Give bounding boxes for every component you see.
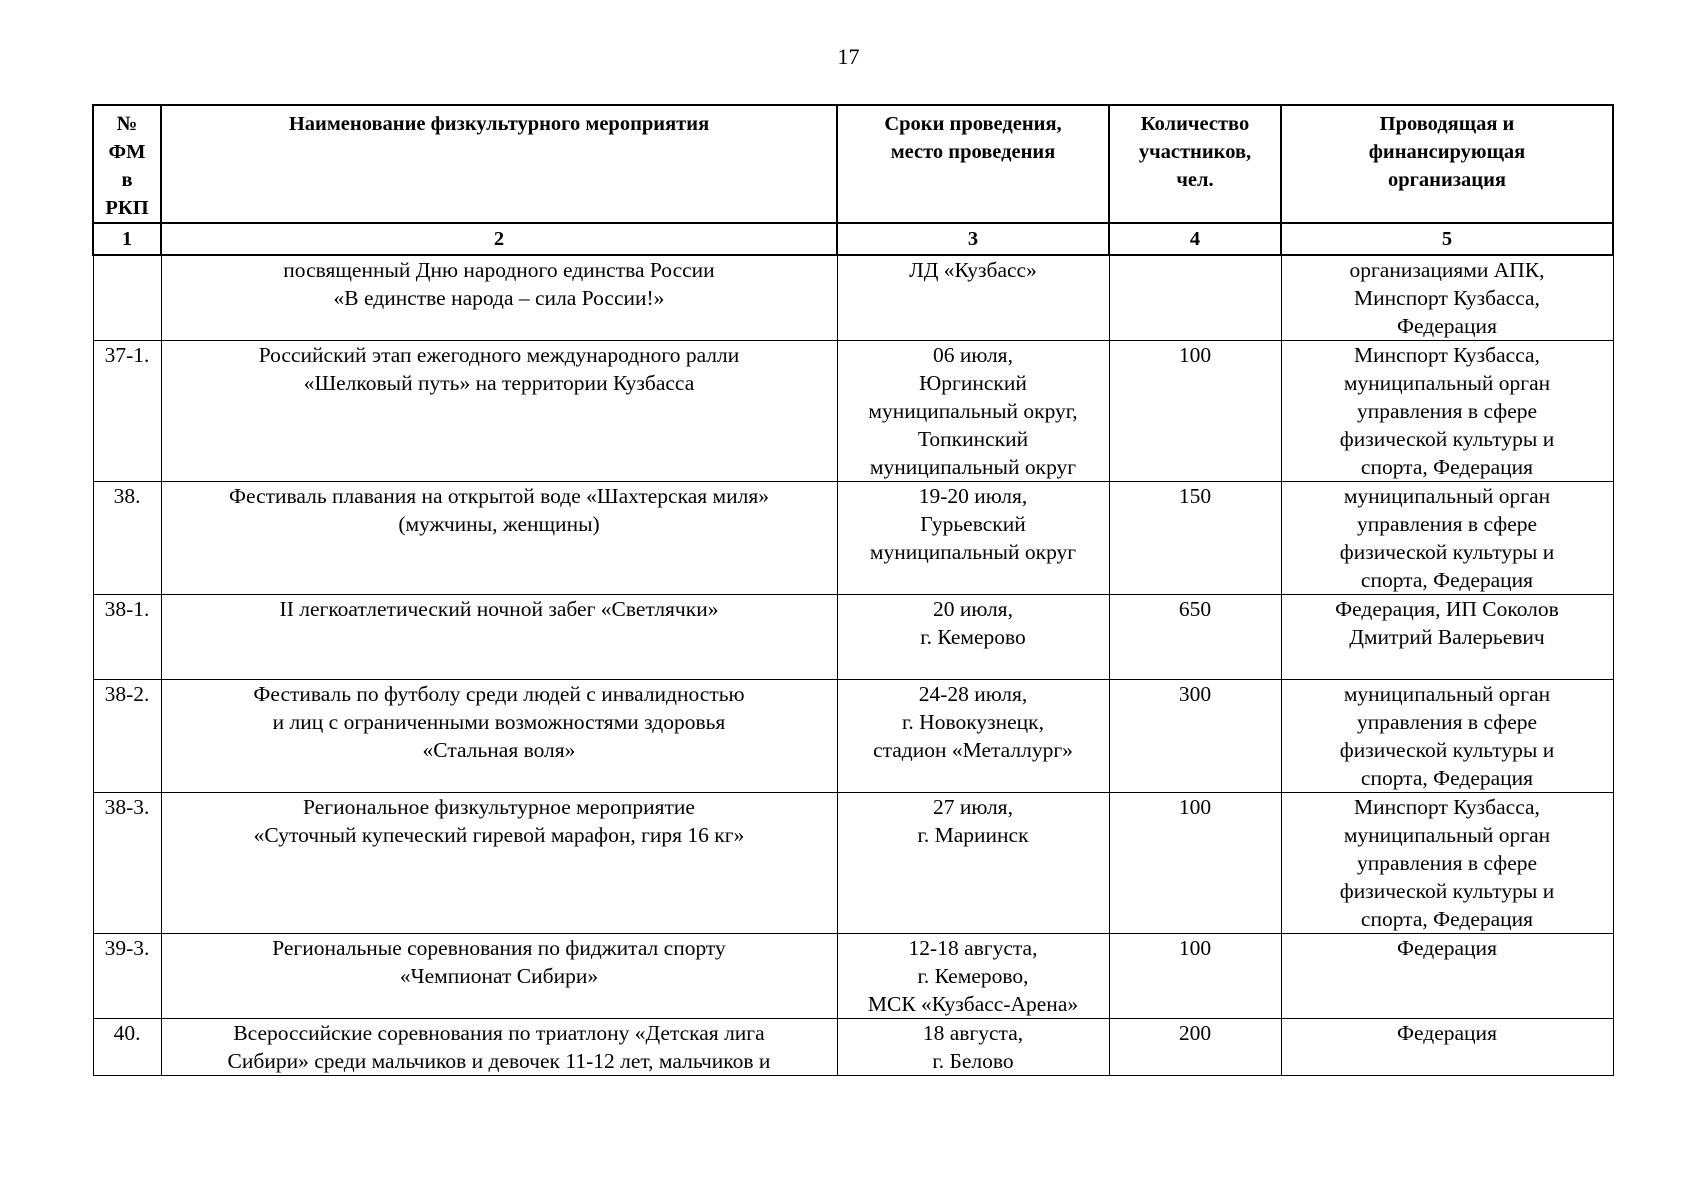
table-row [93,680,1613,793]
organization: муниципальный орган управления в сфере физической культуры и спорта, Федерация [1281,680,1613,793]
dates-place: 20 июля, г. Кемерово [837,595,1109,680]
event-name: Региональное физкультурное мероприятие «Суточный купеческий гиревой марафон, гиря 16 кг» [161,793,837,934]
table-row [93,793,1613,934]
organization: Минспорт Кузбасса, муниципальный орган управления в сфере физической культуры и спорта, Федерация [1281,793,1613,934]
participants-count: 100 [1109,934,1281,1019]
table-row [93,255,1613,341]
participants-count: 200 [1109,1019,1281,1076]
organization: Минспорт Кузбасса, муниципальный орган управления в сфере физической культуры и спорта, Федерация [1281,341,1613,482]
dates-place: 19-20 июля, Гурьевский муниципальный округ [837,482,1109,595]
dates-place: ЛД «Кузбасс» [837,255,1109,341]
organization: Федерация [1281,934,1613,1019]
participants-count: 100 [1109,793,1281,934]
header-row [93,105,1613,223]
dates-place: 18 августа, г. Белово [837,1019,1109,1076]
participants-count [1109,255,1281,341]
organization: организациями АПК, Минспорт Кузбасса, Федерация [1281,255,1613,341]
event-name: Региональные соревнования по фиджитал спорту «Чемпионат Сибири» [161,934,837,1019]
row-number: 38. [93,482,161,595]
row-number: 38-3. [93,793,161,934]
participants-count: 100 [1109,341,1281,482]
dates-place: 27 июля, г. Мариинск [837,793,1109,934]
row-number: 39-3. [93,934,161,1019]
events-table [92,104,1614,1076]
dates-place: 24-28 июля, г. Новокузнецк, стадион «Металлург» [837,680,1109,793]
event-name: посвященный Дню народного единства России «В единстве народа – сила России!» [161,255,837,341]
participants-count: 150 [1109,482,1281,595]
table-row [93,595,1613,680]
column-number: 2 [161,223,837,255]
row-number: 40. [93,1019,161,1076]
header-participants: Количество участников, чел. [1109,105,1281,223]
table-row [93,1019,1613,1076]
column-number: 5 [1281,223,1613,255]
table-row [93,341,1613,482]
organization: Федерация [1281,1019,1613,1076]
header-organization: Проводящая и финансирующая организация [1281,105,1613,223]
column-number: 4 [1109,223,1281,255]
table-row [93,934,1613,1019]
row-number [93,255,161,341]
participants-count: 650 [1109,595,1281,680]
column-number: 1 [93,223,161,255]
dates-place: 12-18 августа, г. Кемерово, МСК «Кузбасс-Арена» [837,934,1109,1019]
participants-count: 300 [1109,680,1281,793]
row-number: 38-1. [93,595,161,680]
event-name: Фестиваль плавания на открытой воде «Шахтерская миля» (мужчины, женщины) [161,482,837,595]
page-number: 17 [837,44,860,69]
event-name: Фестиваль по футболу среди людей с инвалидностью и лиц с ограниченными возможностями здоровья «Стальная воля» [161,680,837,793]
column-numbers-row [93,223,1613,255]
row-number: 38-2. [93,680,161,793]
table-row [93,482,1613,595]
column-number: 3 [837,223,1109,255]
header-dates-place: Сроки проведения, место проведения [837,105,1109,223]
event-name: Всероссийские соревнования по триатлону «Детская лига Сибири» среди мальчиков и девочек 11-12 лет, мальчиков и [161,1019,837,1076]
event-name: Российский этап ежегодного международного ралли «Шелковый путь» на территории Кузбасса [161,341,837,482]
dates-place: 06 июля, Юргинский муниципальный округ, Топкинский муниципальный округ [837,341,1109,482]
organization: Федерация, ИП Соколов Дмитрий Валерьевич [1281,595,1613,680]
row-number: 37-1. [93,341,161,482]
header-number: № ФМ в РКП [93,105,161,223]
organization: муниципальный орган управления в сфере физической культуры и спорта, Федерация [1281,482,1613,595]
header-event-name: Наименование физкультурного мероприятия [161,105,837,223]
event-name: II легкоатлетический ночной забег «Светлячки» [161,595,837,680]
